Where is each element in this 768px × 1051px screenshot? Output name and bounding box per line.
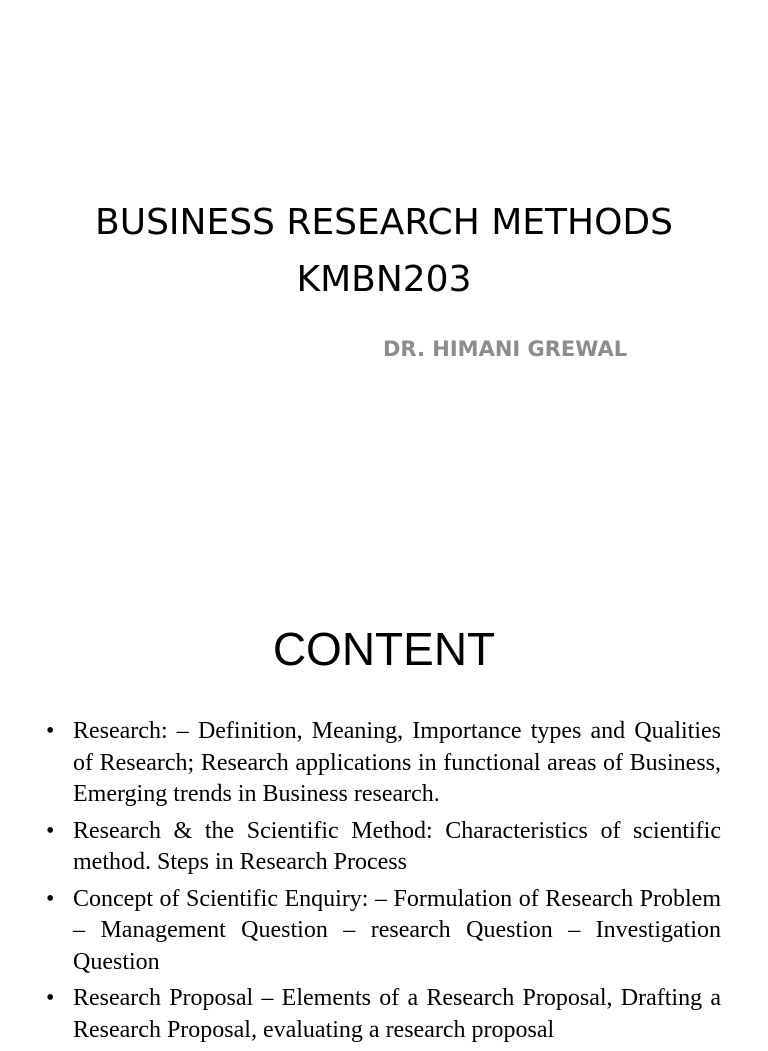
- bullet-icon: •: [46, 718, 55, 744]
- list-item: [46, 884, 721, 979]
- content-heading: CONTENT: [272, 623, 496, 675]
- title-line-1: BUSINESS RESEARCH METHODS: [95, 202, 673, 243]
- bullet-icon: •: [46, 885, 55, 912]
- author-name: DR. HIMANI GREWAL: [383, 337, 628, 361]
- presentation-title: [40, 194, 728, 308]
- list-item: [46, 983, 721, 1046]
- list-item: [46, 816, 721, 879]
- list-item-text: Concept of Scientific Enquiry: – Formulation of Research Problem – Management Question – research Question – Investigation Question: [73, 885, 721, 975]
- content-slide: [0, 576, 768, 1043]
- bullet-icon: •: [46, 985, 55, 1011]
- content-bullet-list: [46, 716, 721, 1051]
- list-item-text: Research Proposal – Elements of a Research Proposal, Drafting a Research Proposal, evaluating a research proposal: [73, 985, 721, 1043]
- list-item: [46, 716, 721, 811]
- list-item-text: Research: – Definition, Meaning, Importance types and Qualities of Research; Research applications in functional areas of Business, Emerging trends in Business research.: [73, 718, 721, 807]
- title-line-2: KMBN203: [296, 259, 472, 300]
- bullet-icon: •: [46, 817, 55, 844]
- list-item-text: Research & the Scientific Method: Characteristics of scientific method. Steps in Research Process: [73, 817, 721, 875]
